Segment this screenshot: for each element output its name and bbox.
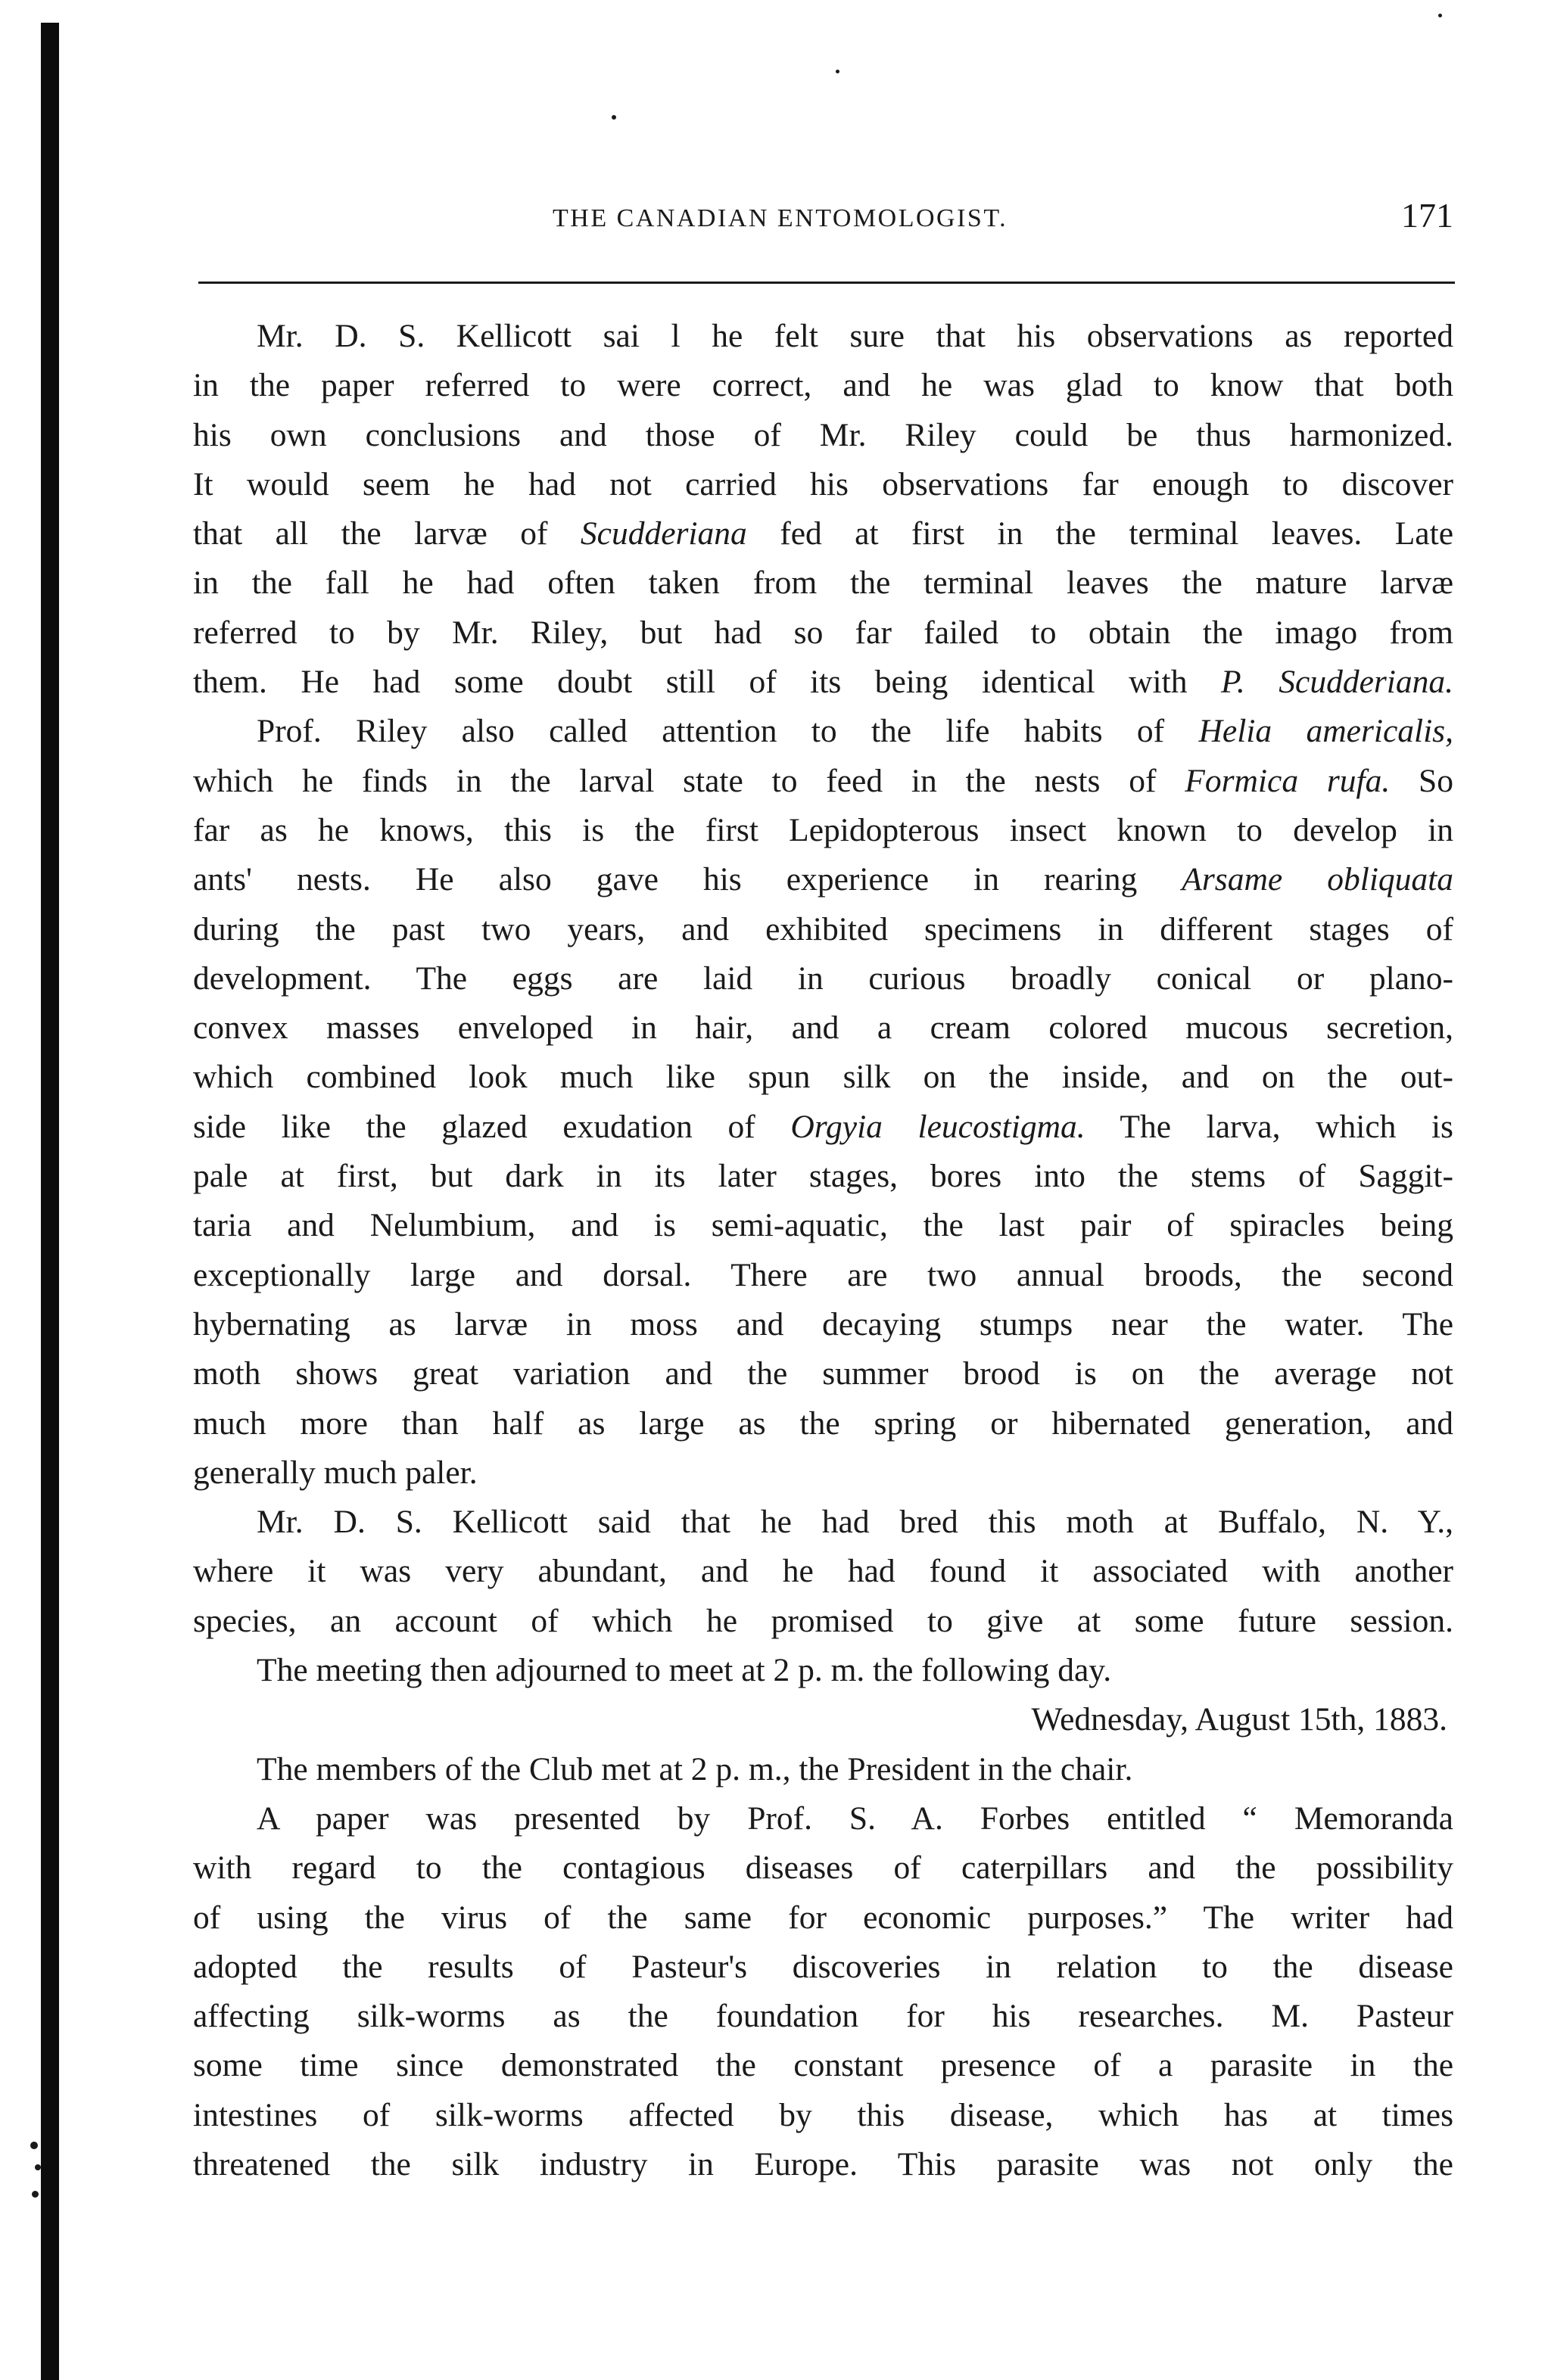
journal-title: THE CANADIAN ENTOMOLOGIST. bbox=[553, 204, 1008, 232]
scan-speck bbox=[30, 2142, 38, 2149]
text-line: where it was very abundant, and he had found it associated with another bbox=[193, 1553, 1453, 1590]
taxon-name: Formica rufa. bbox=[1185, 762, 1391, 799]
text-line bbox=[193, 509, 1453, 558]
text-line: Mr. D. S. Kellicott sai l he felt sure that his observations as reported bbox=[257, 318, 1453, 354]
text-line: in the paper referred to were correct, and he was glad to know that both bbox=[193, 367, 1453, 404]
line-text: Prof. Riley also called attention to the life habits of bbox=[257, 713, 1199, 750]
line-text: them. He had some doubt still of its being identical with bbox=[193, 664, 1221, 701]
scan-speck bbox=[836, 70, 839, 73]
scan-speck bbox=[32, 2191, 39, 2198]
scan-speck bbox=[612, 115, 616, 120]
text-line bbox=[193, 707, 1453, 756]
text-line: moth shows great variation and the summer brood is on the average not bbox=[193, 1355, 1453, 1392]
line-text: side like the glazed exudation of bbox=[193, 1108, 791, 1145]
running-head bbox=[189, 198, 1453, 244]
taxon-name: Orgyia leucostigma. bbox=[790, 1108, 1085, 1145]
text-line: The members of the Club met at 2 p. m., the President in the chair. bbox=[257, 1750, 1133, 1787]
text-line: Mr. D. S. Kellicott said that he had bred this moth at Buffalo, N. Y., bbox=[257, 1504, 1453, 1541]
text-line: affecting silk-worms as the foundation for his researches. M. Pasteur bbox=[193, 1998, 1453, 2035]
text-line: development. The eggs are laid in curious broadly conical or plano- bbox=[193, 960, 1453, 997]
scan-binding-edge bbox=[41, 23, 59, 2380]
text-line: generally much paler. bbox=[193, 1454, 478, 1491]
text-line: in the fall he had often taken from the terminal leaves the mature larvæ bbox=[193, 565, 1453, 602]
text-line: It would seem he had not carried his observations far enough to discover bbox=[193, 465, 1453, 502]
text-line: pale at first, but dark in its later stages, bores into the stems of Saggit- bbox=[193, 1158, 1453, 1195]
text-line bbox=[193, 1103, 1453, 1152]
text-line: taria and Nelumbium, and is semi-aquatic, the last pair of spiracles being bbox=[193, 1207, 1453, 1244]
text-line: species, an account of which he promised to give at some future session. bbox=[193, 1602, 1453, 1639]
page-number: 171 bbox=[1401, 196, 1453, 235]
text-line: adopted the results of Pasteur's discoveries in relation to the disease bbox=[193, 1948, 1453, 1985]
taxon-name: Scudderiana bbox=[580, 515, 747, 552]
line-text: fed at first in the terminal leaves. Late bbox=[746, 515, 1453, 552]
text-line: some time since demonstrated the constant presence of a parasite in the bbox=[193, 2047, 1453, 2084]
text-line: with regard to the contagious diseases of caterpillars and the possibility bbox=[193, 1850, 1453, 1887]
text-line: of using the virus of the same for economic purposes.” The writer had bbox=[193, 1899, 1453, 1936]
text-line: referred to by Mr. Riley, but had so far failed to obtain the imago from bbox=[193, 614, 1453, 651]
text-line: during the past two years, and exhibited specimens in different stages of bbox=[193, 910, 1453, 947]
line-text: The larva, which is bbox=[1085, 1108, 1453, 1145]
text-line: threatened the silk industry in Europe. This parasite was not only the bbox=[193, 2145, 1453, 2182]
scan-speck bbox=[1438, 14, 1442, 17]
text-line: much more than half as large as the spring or hibernated generation, and bbox=[193, 1405, 1453, 1442]
line-text: ants' nests. He also gave his experience in rearing bbox=[193, 861, 1182, 898]
taxon-name: Arsame obliquata bbox=[1182, 861, 1453, 898]
text-line: A paper was presented by Prof. S. A. Forbes entitled “ Memoranda bbox=[257, 1800, 1453, 1837]
dateline: Wednesday, August 15th, 1883. bbox=[1031, 1701, 1447, 1738]
taxon-name: P. Scudderiana. bbox=[1220, 664, 1453, 701]
text-line: hybernating as larvæ in moss and decaying stumps near the water. The bbox=[193, 1305, 1453, 1342]
text-line: far as he knows, this is the first Lepidopterous insect known to develop in bbox=[193, 811, 1453, 848]
text-line: exceptionally large and dorsal. There are two annual broods, the second bbox=[193, 1256, 1453, 1293]
line-text: that all the larvæ of bbox=[193, 515, 581, 552]
taxon-name: Helia americalis, bbox=[1198, 713, 1453, 750]
text-line: intestines of silk-worms affected by this disease, which has at times bbox=[193, 2096, 1453, 2133]
text-line: which combined look much like spun silk on the inside, and on the out- bbox=[193, 1059, 1453, 1096]
text-line bbox=[193, 757, 1453, 806]
text-line: The meeting then adjourned to meet at 2 p. m. the following day. bbox=[257, 1652, 1112, 1689]
text-line bbox=[193, 855, 1453, 904]
text-line: convex masses enveloped in hair, and a cream colored mucous secretion, bbox=[193, 1010, 1453, 1047]
text-line bbox=[193, 658, 1453, 707]
line-text: So bbox=[1390, 762, 1453, 799]
text-line: his own conclusions and those of Mr. Riley could be thus harmonized. bbox=[193, 416, 1453, 453]
line-text: which he finds in the larval state to feed in the nests of bbox=[193, 762, 1185, 799]
article-body bbox=[193, 312, 1453, 2189]
scan-speck bbox=[35, 2164, 41, 2170]
header-rule bbox=[198, 282, 1455, 284]
